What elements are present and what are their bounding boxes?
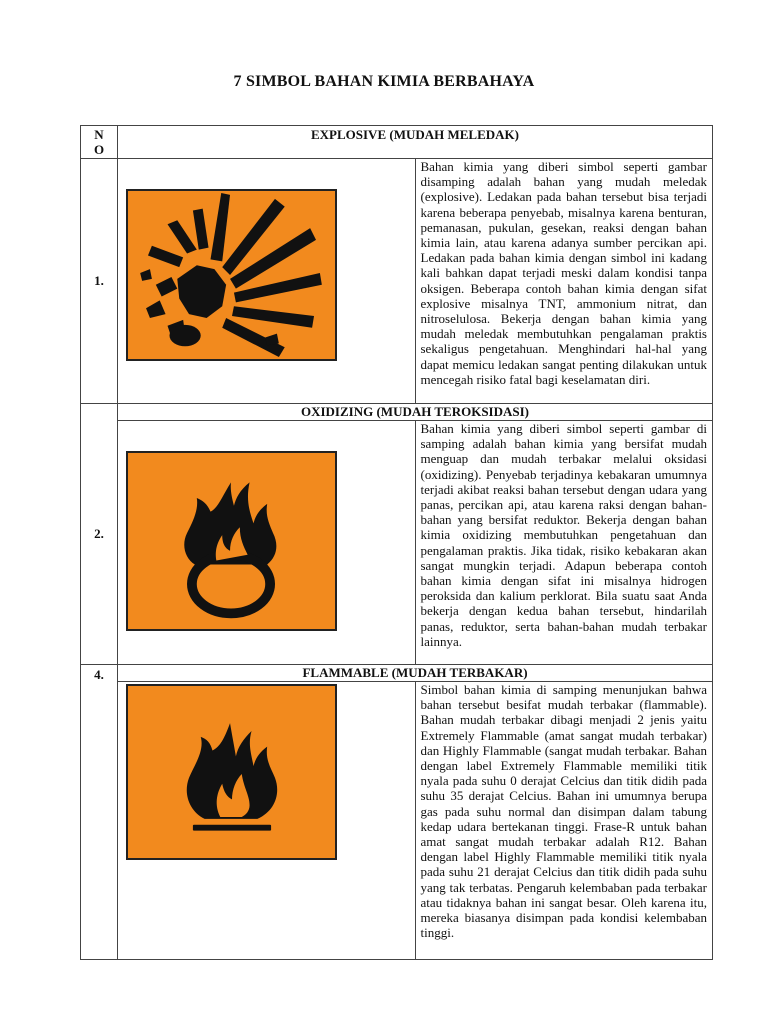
- page-title: 7 SIMBOL BAHAN KIMIA BERBAHAYA: [233, 73, 535, 90]
- no-column-header: N O: [81, 126, 118, 159]
- row-number: 2.: [81, 404, 118, 665]
- description-explosive: Bahan kimia yang diberi simbol seperti gambar disamping adalah bahan yang mudah meledak (explosive). Ledakan pada bahan tersebut bisa terjadi karena beberapa penyebab, misalnya karena benturan, pemanasan, pukulan, gesekan, reaksi dengan bahan kimia lain, atau karena adanya sumber percikan api. Ledakan pada bahan kimia dengan simbol ini kadang kali bahkan dapat terjadi meski dalam kondisi tanpa oksigen. Beberapa contoh bahan kimia dengan sifat explosive misalnya TNT, ammonium nitrat, dan nitroselulosa. Bekerja dengan bahan kimia yang mudah meledak membutuhkan pengalaman praktis sekaligus pengetahuan. Menghindari hal-hal yang dapat memicu ledakan sangat penting dilakukan untuk mencegah risiko fatal bagi keselamatan diri.: [415, 159, 713, 404]
- section-heading-explosive: EXPLOSIVE (MUDAH MELEDAK): [118, 126, 713, 159]
- symbol-cell-oxidizing: [118, 421, 416, 665]
- symbol-cell-explosive: [118, 159, 416, 404]
- symbol-cell-flammable: [118, 682, 416, 960]
- section-heading-flammable: FLAMMABLE (MUDAH TERBAKAR): [118, 665, 713, 682]
- section-heading-oxidizing: OXIDIZING (MUDAH TEROKSIDASI): [118, 404, 713, 421]
- hazard-symbol-table: [80, 125, 713, 960]
- flame-icon: [126, 684, 337, 860]
- description-oxidizing: Bahan kimia yang diberi simbol seperti gambar di samping adalah bahan kimia yang bersifat mudah menguap dan mudah terbakar melalui oksidasi (oxidizing). Penyebab terjadinya kebakaran umumnya terjadi akibat reaksi bahan tersebut dengan udara yang panas, percikan api, atau karena raksi dengan bahan-bahan yang bersifat reduktor. Bekerja dengan bahan kimia oxidizing membutuhkan pengetahuan dan pengalaman praktis. Jika tidak, risiko kebakaran akan sangat mungkin terjadi. Adapun beberapa contoh bahan kimia dengan sifat ini misalnya hidrogen peroksida dan kalium perklorat. Bila suatu saat Anda bekerja dengan kedua bahan tersebut, hindarilah panas, reduktor, serta bahan-bahan mudah terbakar lainnya.: [415, 421, 713, 665]
- row-number: 4.: [81, 665, 118, 960]
- row-number: 1.: [81, 159, 118, 404]
- explosive-icon: [126, 189, 337, 361]
- oxidizing-icon: [126, 451, 337, 631]
- description-flammable: Simbol bahan kimia di samping menunjukan bahwa bahan tersebut besifat mudah terbakar (flammable). Bahan mudah terbakar dibagi menjadi 2 jenis yaitu Extremely Flammable (amat sangat mudah terbakar) dan Highly Flammable (sangat mudah terbakar. Bahan dengan label Extremely Flammable memiliki titik nyala pada suhu 0 derajat Celcius dan titik didih pada suhu 35 derajat Celcius. Bahan ini umumnya berupa gas pada suhu normal dan disimpan dalam tabung kedap udara bertekanan tinggi. Frase-R untuk bahan amat sangat mudah terbakar adalah R12. Bahan dengan label Highly Flammable memiliki titik nyala pada suhu 21 derajat Celcius dan titik didih pada suhu yang tak terbatas. Pengaruh kelembaban pada terbakar atau tidaknya bahan ini sangat besar. Oleh karena itu, mereka biasanya disimpan pada kondisi kelembaban tinggi.: [415, 682, 713, 960]
